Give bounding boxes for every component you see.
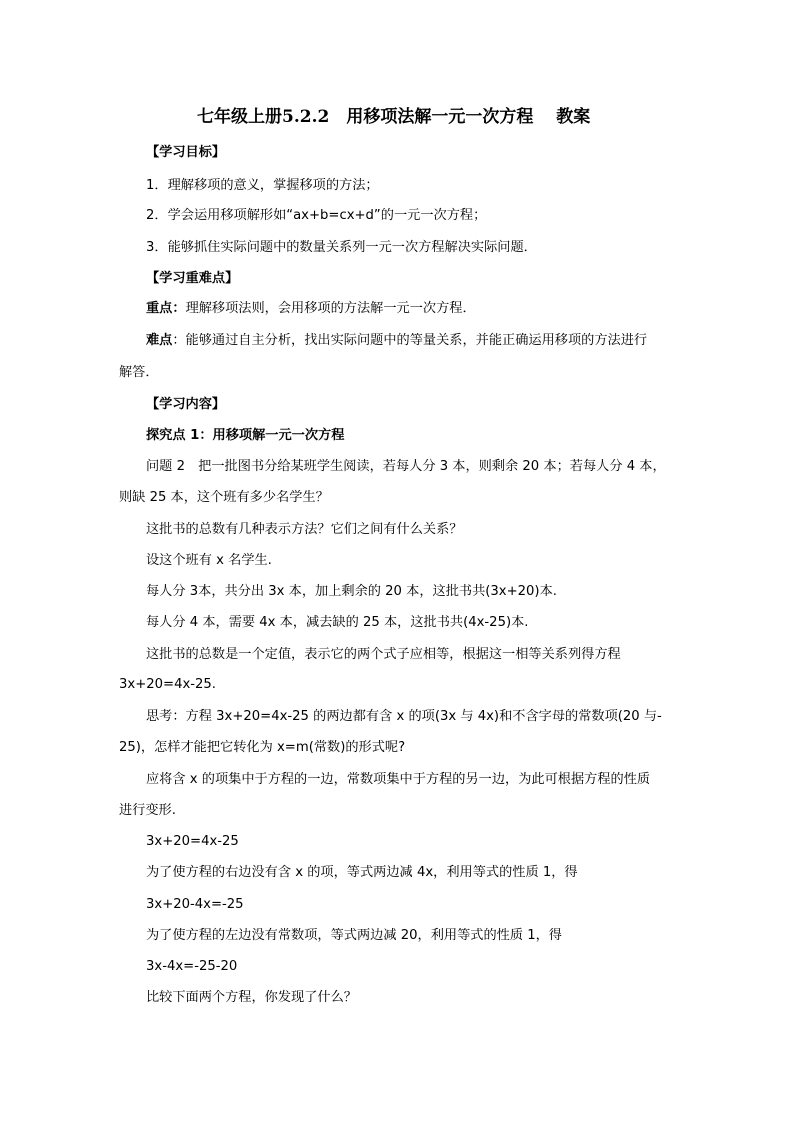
difficulty-text: ：能够通过自主分析，找出实际问题中的等量关系，并能正确运用移项的方法进行 [172, 333, 648, 348]
reasoning-line-2: 每人分 4 本，需要 4x 本，减去缺的 25 本，这批书共(4x-25)本. [146, 615, 529, 630]
section-heading-content: 【学习内容】 [146, 397, 226, 412]
equation-step-1: 3x+20-4x=-25 [146, 897, 244, 912]
difficulty-line [146, 331, 647, 351]
step-explanation-2: 为了使方程的左边没有常数项，等式两边减 20，利用等式的性质 1，得 [146, 928, 562, 943]
section-heading-goals: 【学习目标】 [146, 145, 226, 160]
answer-line-1: 应将含 x 的项集中于方程的一边，常数项集中于方程的另一边，为此可根据方程的性质 [146, 772, 651, 787]
compare-prompt: 比较下面两个方程，你发现了什么？ [146, 990, 357, 1005]
reasoning-line-3: 这批书的总数是一个定值，表示它的两个式子应相等，根据这一相等关系列得方程 [146, 647, 621, 662]
explore-heading: 探究点 1：用移项解一元一次方程 [146, 428, 345, 443]
goal-item-3: 3．能够抓住实际问题中的数量关系列一元一次方程解决实际问题． [146, 240, 537, 255]
think-line-2: 25)，怎样才能把它转化为 x=m(常数)的形式呢? [119, 740, 406, 755]
difficulty-text-cont: 解答． [119, 365, 159, 380]
assumption-line: 设这个班有 x 名学生. [146, 553, 272, 568]
question-line: 这批书的总数有几种表示方法？它们之间有什么关系？ [146, 522, 463, 537]
section-heading-key-points: 【学习重难点】 [146, 271, 239, 286]
equation-step-0: 3x+20=4x-25 [146, 834, 239, 849]
goal-item-2: 2．学会运用移项解形如“ax+b=cx+d”的一元一次方程； [146, 208, 487, 223]
key-point-line [146, 299, 476, 319]
problem-line-1: 问题 2 把一批图书分给某班学生阅读，若每人分 3 本，则剩余 20 本；若每人分 4 本， [146, 459, 666, 474]
step-explanation-1: 为了使方程的右边没有含 x 的项，等式两边减 4x，利用等式的性质 1，得 [146, 865, 578, 880]
difficulty-label: 难点 [146, 333, 173, 348]
answer-line-2: 进行变形. [119, 803, 176, 818]
key-point-text: 理解移项法则，会用移项的方法解一元一次方程． [185, 301, 476, 316]
equation-line: 3x+20=4x-25. [119, 677, 217, 692]
goal-item-1: 1．理解移项的意义，掌握移项的方法； [146, 178, 379, 193]
page-title: 七年级上册5.2.2 用移项法解一元一次方程 教案 [197, 107, 591, 127]
reasoning-line-1: 每人分 3本，共分出 3x 本，加上剩余的 20 本，这批书共(3x+20)本. [146, 584, 557, 599]
think-line-1: 思考：方程 3x+20=4x-25 的两边都有含 x 的项(3x 与 4x)和不含字母的常数项(20 与- [146, 709, 662, 724]
problem-line-2: 则缺 25 本，这个班有多少名学生？ [119, 490, 329, 505]
equation-step-2: 3x-4x=-25-20 [146, 959, 238, 974]
key-point-label: 重点： [146, 301, 186, 316]
